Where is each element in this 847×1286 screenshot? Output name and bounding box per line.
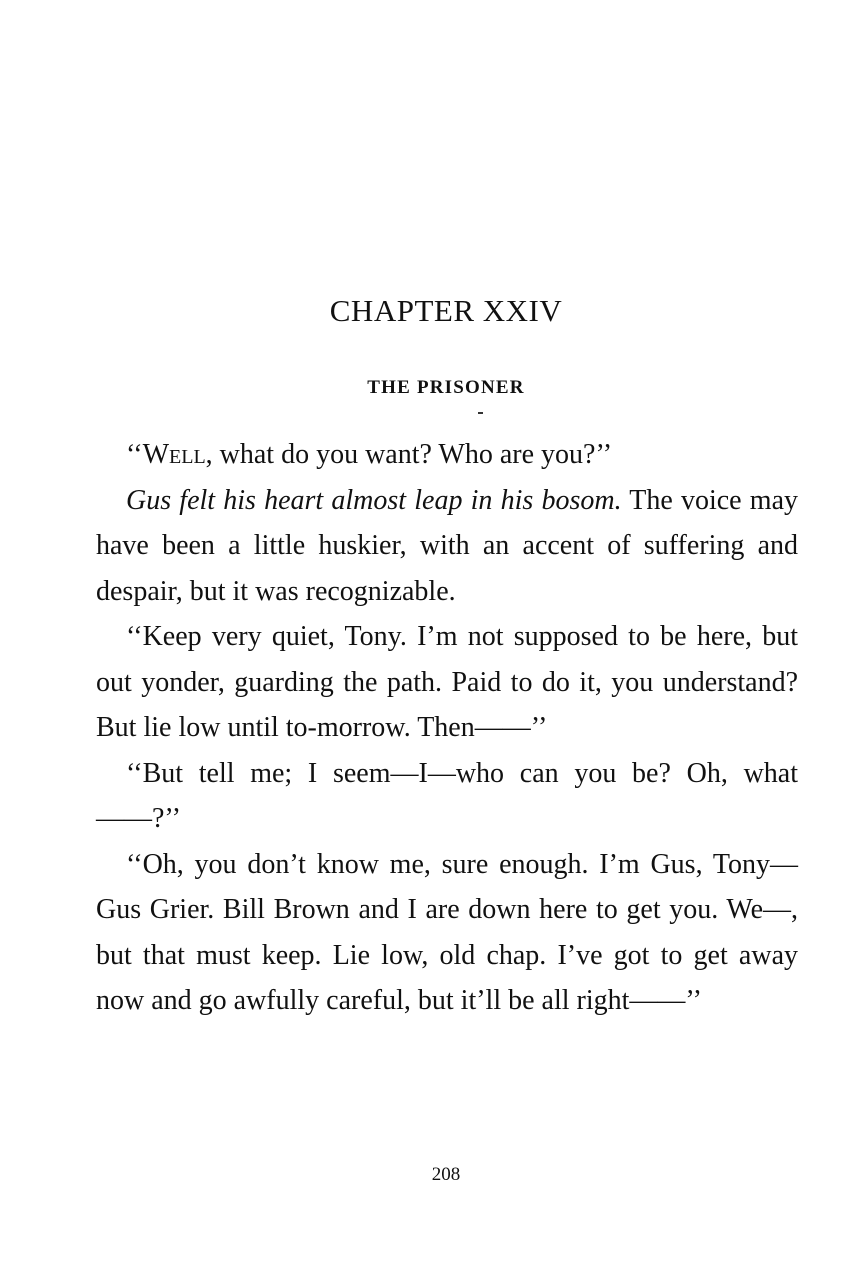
- paragraph-2: [96, 478, 798, 615]
- chapter-heading: CHAPTER XXIV: [329, 293, 563, 328]
- chapter-subtitle: THE PRISONER: [367, 377, 525, 398]
- opening-quote: ‘‘: [126, 439, 143, 470]
- paragraph-1-text: , what do you want? Who are you?’’: [205, 439, 613, 470]
- italic-sentence: Gus felt his heart almost leap in his bosom.: [126, 484, 622, 516]
- paragraph-3: ‘‘Keep very quiet, Tony. I’m not supposed to be here, but out yonder, guarding the path. Paid to do it, you understand? But lie low until to-morrow. Then——’’: [96, 621, 798, 743]
- paragraph-1: [96, 432, 798, 478]
- paragraph-2-text: The voice may have been a little huskier, with an accent of suffering and despair, but it was recognizable.: [96, 484, 798, 607]
- small-caps-lead: Well: [142, 439, 206, 470]
- page-number: 208: [431, 1164, 461, 1185]
- print-speck: [478, 412, 483, 414]
- body-text: [96, 432, 798, 1024]
- paragraph-5: ‘‘Oh, you don’t know me, sure enough. I’m Gus, Tony—Gus Grier. Bill Brown and I are down here to get you. We—, but that must keep. Lie low, old chap. I’ve got to get away now and go awfully careful, but it’ll be all right——’’: [96, 848, 798, 1016]
- paragraph-4: ‘‘But tell me; I seem—I—who can you be? Oh, what——?’’: [96, 757, 798, 834]
